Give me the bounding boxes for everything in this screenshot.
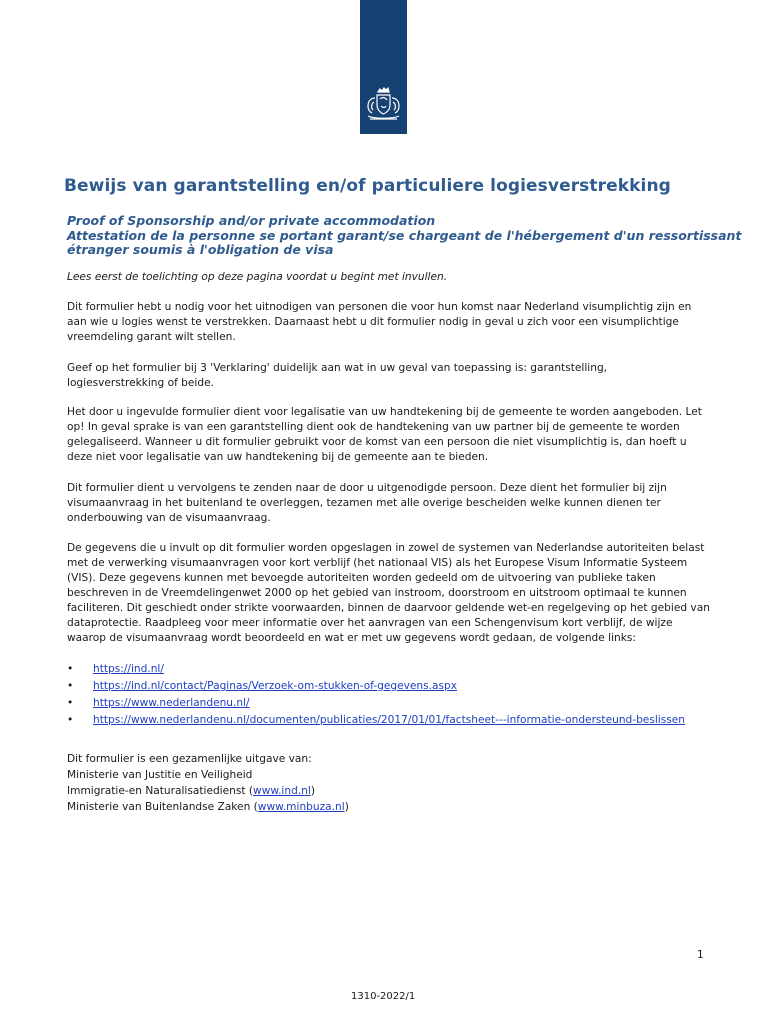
closing-paren: ) [310, 785, 315, 797]
coat-of-arms-icon [362, 86, 405, 124]
intro-note [67, 270, 707, 285]
paragraph-sending [67, 481, 707, 526]
publisher-ministry-justice: Ministerie van Justitie en Veiligheid [67, 769, 253, 781]
paragraph-line: aan wie u logies wenst te verstrekken. Daarnaast hebt u dit formulier nodig in geval u zich voor een visumplichtige [67, 316, 679, 328]
links-list [67, 661, 685, 729]
paragraph-line: Dit formulier dient u vervolgens te zenden naar de door u uitgenodigde persoon. Deze dient het formulier bij zijn [67, 482, 667, 494]
paragraph-line: gelegaliseerd. Wanneer u dit formulier gebruikt voor de komst van een persoon die niet visumplichtig is, dan hoeft u [67, 436, 687, 448]
subtitle-english: Proof of Sponsorship and/or private accommodation [67, 213, 436, 228]
publisher-intro: Dit formulier is een gezamenlijke uitgave van: [67, 753, 312, 765]
list-item [67, 695, 685, 712]
link-factsheet[interactable]: https://www.nederlandenu.nl/documenten/publicaties/2017/01/01/factsheet---informatie-ondersteund-beslissen [93, 714, 686, 726]
paragraph-line: met de verwerking visumaanvragen voor kort verblijf (het nationaal VIS) als het Europese Visum Informatie Systeem [67, 557, 688, 569]
paragraph-line: logiesverstrekking of beide. [67, 377, 214, 389]
list-item [67, 678, 685, 695]
list-item [67, 712, 685, 729]
paragraph-line: De gegevens die u invult op dit formulier worden opgeslagen in zowel de systemen van Nederlandse autoriteiten belast [67, 542, 705, 554]
bullet-icon: • [67, 697, 74, 709]
publisher-ind [67, 783, 349, 799]
paragraph-purpose [67, 300, 707, 345]
paragraph-line: waarop de visumaanvraag wordt beoordeeld en wat er met uw gegevens wordt gedaan, de volgende links: [67, 632, 636, 644]
paragraph-line: deze niet voor legalisatie van uw handtekening bij de gemeente aan te bieden. [67, 451, 489, 463]
form-code: 1310-2022/1 [351, 991, 416, 1002]
link-www-ind[interactable]: www.ind.nl [253, 785, 311, 797]
paragraph-declaration [67, 361, 707, 391]
paragraph-line: vreemdeling garant wilt stellen. [67, 331, 236, 343]
form-subtitle [67, 213, 742, 258]
paragraph-line: faciliteren. Dit geschiedt onder strikte voorwaarden, binnen de daarvoor geldende wet-en regelgeving op het gebied van [67, 602, 710, 614]
link-ind[interactable]: https://ind.nl/ [93, 663, 164, 675]
page-number: 1 [697, 949, 704, 961]
subtitle-french-line-2: étranger soumis à l'obligation de visa [67, 242, 334, 257]
form-title: Bewijs van garantstelling en/of particuliere logiesverstrekking [64, 176, 671, 196]
government-logo-band [360, 0, 407, 134]
paragraph-legalisation [67, 405, 707, 465]
closing-paren: ) [344, 801, 349, 813]
paragraph-line: Het door u ingevulde formulier dient voor legalisatie van uw handtekening bij de gemeente te worden aangeboden. Let [67, 406, 702, 418]
publisher-ind-label: Immigratie-en Naturalisatiedienst ( [67, 785, 254, 797]
paragraph-data-protection [67, 541, 710, 646]
publisher-minbuza-label: Ministerie van Buitenlandse Zaken ( [67, 801, 258, 813]
paragraph-line: Geef op het formulier bij 3 'Verklaring' duidelijk aan wat in uw geval van toepassing is: garantstelling, [67, 362, 608, 374]
link-ind-contact[interactable]: https://ind.nl/contact/Paginas/Verzoek-om-stukken-of-gegevens.aspx [93, 680, 458, 692]
subtitle-french-line-1: Attestation de la personne se portant garant/se chargeant de l'hébergement d'un ressortissant [67, 227, 742, 243]
paragraph-line: Dit formulier hebt u nodig voor het uitnodigen van personen die voor hun komst naar Nederland visumplichtig zijn en [67, 301, 692, 313]
link-www-minbuza[interactable]: www.minbuza.nl [257, 801, 345, 813]
paragraph-line: (VIS). Deze gegevens kunnen met bevoegde autoriteiten worden gedeeld om de uitvoering van publieke taken [67, 572, 656, 584]
list-item [67, 661, 685, 678]
bullet-icon: • [67, 663, 74, 675]
paragraph-line: onderbouwing van de visumaanvraag. [67, 512, 271, 524]
paragraph-line: visumaanvraag in het buitenland te overleggen, tezamen met alle overige bescheiden welke kunnen dienen ter [67, 497, 661, 509]
paragraph-line: dataprotectie. Raadpleeg voor meer informatie over het aanvragen van een Schengenvisum kort verblijf, de wijze [67, 617, 673, 629]
link-nederlandenu[interactable]: https://www.nederlandenu.nl/ [93, 697, 250, 709]
paragraph-line: beschreven in de Vreemdelingenwet 2000 op het gebied van instroom, doorstroom en uitstroom optimaal te kunnen [67, 587, 687, 599]
intro-text: Lees eerst de toelichting op deze pagina voordat u begint met invullen. [67, 271, 448, 283]
bullet-icon: • [67, 714, 74, 726]
bullet-icon: • [67, 680, 74, 692]
publisher-block [67, 751, 349, 815]
paragraph-line: op! In geval sprake is van een garantstelling dient ook de handtekening van uw partner bij de gemeente te worden [67, 421, 680, 433]
publisher-foreign-affairs [67, 799, 349, 815]
